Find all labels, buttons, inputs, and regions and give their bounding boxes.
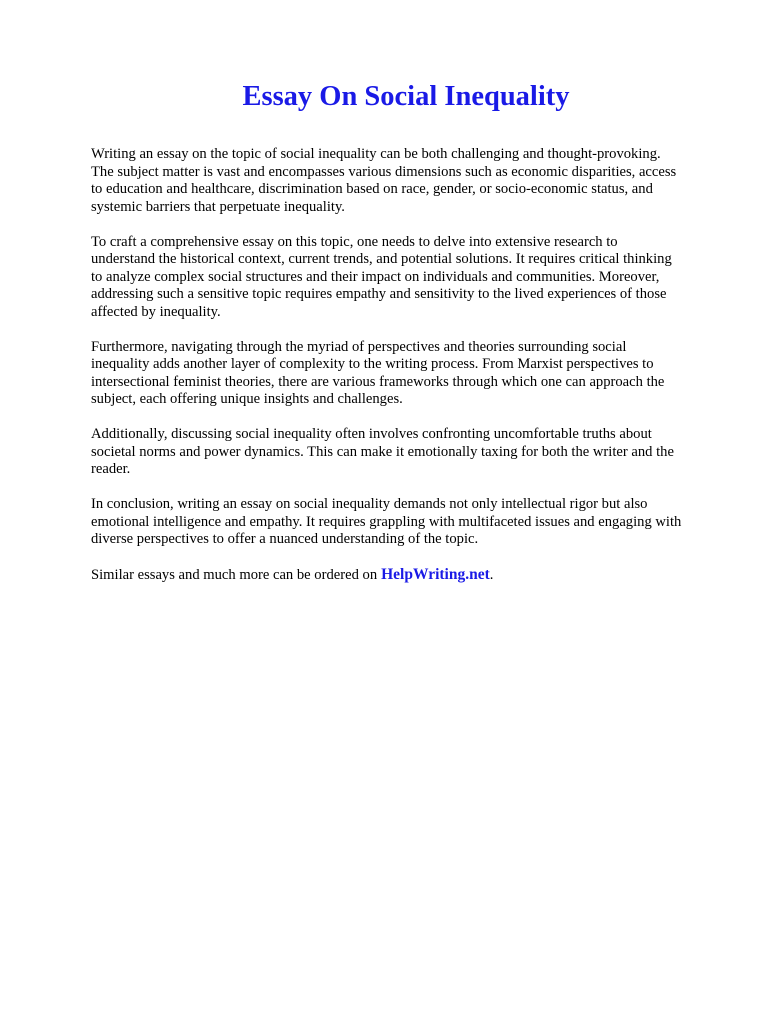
paragraph [91, 426, 731, 479]
text-line: understand the historical context, current trends, and potential solutions. It requires critical thinking [91, 251, 672, 267]
text-line: Furthermore, navigating through the myriad of perspectives and theories surrounding social [91, 338, 627, 355]
text-line: subject, each offering unique insights and challenges. [91, 391, 403, 407]
text-line: to education and healthcare, discrimination based on race, gender, or socio-economic status, and [91, 181, 653, 197]
document-title: Essay On Social Inequality [242, 81, 570, 112]
text-line: to analyze complex social structures and their impact on individuals and communities. Moreover, [91, 268, 660, 285]
helpwriting-link[interactable]: HelpWriting.net [381, 566, 490, 583]
footer-suffix: . [489, 567, 494, 583]
text-line: Additionally, discussing social inequality often involves confronting uncomfortable truths about [91, 426, 652, 442]
text-line: emotional intelligence and empathy. It requires grappling with multifaceted issues and engaging with [91, 513, 682, 530]
text-line: reader. [91, 461, 131, 477]
text-line: diverse perspectives to offer a nuanced understanding of the topic. [91, 531, 479, 547]
paragraph [91, 339, 731, 409]
footer-line [91, 566, 731, 585]
text-line: systemic barriers that perpetuate inequality. [91, 198, 345, 215]
text-line: affected by inequality. [91, 303, 221, 320]
text-line: intersectional feminist theories, there are various frameworks through which one can approach the [91, 373, 665, 390]
paragraph-list [91, 146, 731, 549]
paragraph [91, 146, 731, 216]
text-line: societal norms and power dynamics. This can make it emotionally taxing for both the writer and the [91, 443, 674, 460]
text-line: inequality adds another layer of complexity to the writing process. From Marxist perspectives to [91, 356, 654, 372]
paragraph [91, 234, 731, 322]
text-line: Writing an essay on the topic of social inequality can be both challenging and thought-provoking. [91, 146, 661, 162]
footer-text: Similar essays and much more can be ordered on [91, 567, 378, 583]
text-line: In conclusion, writing an essay on social inequality demands not only intellectual rigor but also [91, 496, 648, 512]
text-line: addressing such a sensitive topic requires empathy and sensitivity to the lived experiences of those [91, 286, 667, 302]
document-body [91, 146, 731, 585]
paragraph [91, 496, 731, 549]
text-line: The subject matter is vast and encompasses various dimensions such as economic disparities, access [91, 163, 677, 180]
text-line: To craft a comprehensive essay on this topic, one needs to delve into extensive research to [91, 233, 618, 250]
